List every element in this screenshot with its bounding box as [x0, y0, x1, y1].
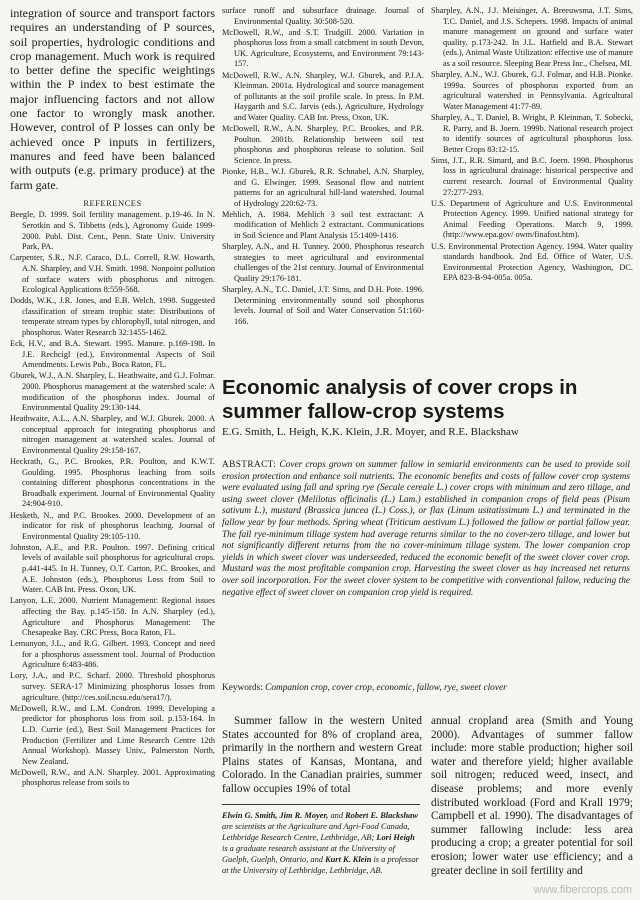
reference-entry: Sharpley, A.N., W.J. Gburek, G.J. Folmar, and H.B. Pionke. 1999a. Sources of phosphorus exported from an agricultural watershed in Pennsylvania. Agricultural Water Management 41:77-89.	[431, 70, 633, 111]
author-list: E.G. Smith, L. Heigh, K.K. Klein, J.R. Moyer, and R.E. Blackshaw	[222, 426, 519, 438]
footnote-names-3: Lori Heigh	[376, 833, 415, 842]
reference-entry: McDowell, R.W., and A.N. Sharpley. 2001. Approximating phosphorus release from soils to	[10, 767, 215, 788]
intro-paragraph: integration of source and transport factors requires an understanding of P sources, soil properties, hydrologic conditions and crop management. Much work is required to better define the specific weightings within the P index to best estimate the major influencing factors and not allow one factor to wrongly mask another. However, control of P losses can only be achieved once P inputs in fertilizers, manures and feed have been balanced with outputs (e.g. primary produce) at the farm gate.	[10, 6, 215, 192]
reference-entry: Sharpley, A., T. Daniel, B. Wright, P. Kleinman, T. Sobecki, R. Parry, and B. Joern. 1999b. National research project to identify sources of agricultural phosphorus loss. Better Crops 83:12-15.	[431, 112, 633, 154]
reference-entry: Lanyon, L.E. 2000. Nutrient Management: Regional issues affecting the Bay. p.145-158. In A.N. Sharpley (ed.), Agriculture and Phosphorus Management: The Chesapeake Bay. CRC Press, Boca Raton, FL.	[10, 596, 215, 638]
reference-entry: U.S. Department of Agriculture and U.S. Environmental Protection Agency. 1999. Unified national strategy for Animal Feeding Operations. March 9, 1999. (http://www.epa.gov/ owm/finafost.htm).	[431, 198, 633, 240]
body-text-left: Summer fallow in the western United States accounted for 8% of cropland area, primarily in the northern and western Great Plains states of Kansas, Montana, and Colorado. In the Canadian prairies, summer fallow occupies 19% of total	[222, 715, 422, 795]
footnote-names-1: Elwin G. Smith, Jim R. Moyer,	[222, 811, 329, 820]
abstract-text: Cover crops grown on summer fallow in semiarid environments can be used to provide soil erosion protection and enhance soil nutrients. The economic benefits and costs of fallow cover crop systems were evaluated using fall and spring rye (Secale cereale L.) cover crops with minimum and zero tillage, and using sweet clover (Melilotus officinalis (L.) Lam.) established in companion crops of field peas (Pisum sativum L.), mustard (Brassica juncea (L.) Coss.), or flax (Linum usitatissimum L.) and terminated in the fallow year by four methods. Spring wheat (Triticum aestivum L.) followed the fallow or partial fallow year. The fall rye-minimum tillage system had average returns similar to the no cover-zero tillage, and lower but not significantly different returns from the no cover-minimum tillage system. The lower companion crop yields in which sweet clover was underseeded, reduced the economic benefit of the sweet clover cover crop. Mustard was the most profitable companion crop. Harvesting the sweet clover as hay increased net returns over soil incorporation. For the sweet clover system to be competitive with conventional fallow, reducing the negative effect of sweet clover on companion crop yield is required.	[222, 460, 630, 598]
reference-entry: Mehlich, A. 1984. Mehlich 3 soil test extractant: A modification of Mehlich 2 extractant. Communications in Soil Science and Plant Analysis 15:1409-1416.	[222, 209, 424, 240]
reference-entry: Beegle, D. 1999. Soil fertility management. p.19-46. In N. Serotkin and S. Tibbetts (eds.), Agronomy Guide 1999-2000. Publ. Dist. Cent., Penn. State Univ. University Park, PA.	[10, 210, 215, 252]
reference-entry: Pionke, H.B., W.J. Gburek, R.R. Schnabel, A.N. Sharpley, and G. Elwinger. 1999. Seasonal flow and nutrient patterns for an agricultural hill-land watershed. Journal of Hydrology 220:62-73.	[222, 166, 424, 208]
reference-entry: U.S. Environmental Protection Agency. 1994. Water quality standards handbook. 2nd Ed. Office of Water, U.S. Environmental Protection Agency, Washington, DC. EPA 823-B-94-005a. 005a.	[431, 241, 633, 283]
abstract	[222, 460, 630, 599]
reference-entry: Lemunyon, J.L., and R.G. Gilbert. 1993. Concept and need for a phosphorus assessment tool. Journal of Production Agriculture 6:483-486.	[10, 639, 215, 670]
reference-entry: surface runoff and subsurface drainage. Journal of Environmental Quality. 30:508-520.	[222, 6, 424, 26]
title-line-1: Economic analysis of cover crops in	[222, 376, 578, 399]
reference-entry: McDowell, R.W., and S.T. Trudgill. 2000. Variation in phosphorus loss from a small catchment in south Devon, UK. Agriculture, Ecosystems, and Environment 79:143-157.	[222, 27, 424, 69]
abstract-label: ABSTRACT:	[222, 460, 277, 470]
keywords	[222, 683, 630, 693]
footnote-and: and	[328, 811, 346, 820]
reference-entry: Hesketh, N., and P.C. Brookes. 2000. Development of an indicator for risk of phosphorus leaching. Journal of Environmental Quality 29:105-110.	[10, 510, 215, 541]
footnote-text-2: is a graduate research assistant at the University of Guelph, Guelph, Ontario, and	[222, 844, 395, 864]
footnote-names-4: Kurt K. Klein	[325, 855, 372, 864]
references-heading: REFERENCES	[83, 197, 142, 208]
reference-entry: Eck, H.V., and B.A. Stewart. 1995. Manure. p.169-198. In J.E. Rechcigl (ed.), Environmental Aspects of Soil Amendments. Lewis Pub., Boca Raton, FL.	[10, 339, 215, 370]
body-text-right: annual cropland area (Smith and Young 2000). Advantages of summer fallow include: more stable production; higher soil water and therefore yield; higher available soil nitrogen; reduced weed, insect, and disease problems; and more evenly distributed workload (Ford and Krall 1979; Campbell et al. 1990). The disadvantages of summer fallowing include: less area producing a crop; a greater potential for soil erosion; lower water use efficiency; and a greater decline in soil fertility and	[431, 715, 633, 877]
reference-entry: Lory, J.A., and P.C. Scharf. 2000. Threshold phosphorus survey. SERA-17 Minimizing phosphorus losses from agriculture. (http://ces.soil.ncsu.edu/sera17/).	[10, 671, 215, 702]
reference-entry: Sharpley, A.N., T.C. Daniel, J.T. Sims, and D.H. Pote. 1996. Determining environmentally sound soil phosphorus levels. Journal of Soil and Water Conservation 51:160-166.	[222, 284, 424, 326]
reference-entry: Johnston, A.E., and P.R. Poulton. 1997. Defining critical levels of available soil phosphorus for agricultural crops. p.441-445. In H. Tunney, O.T. Carton, P.C. Brookes, and A.E. Johnston (eds.), Phosphorus Loss from Soil to Water. CAB Int. Press. Oxon, UK.	[10, 542, 215, 595]
middle-column	[222, 6, 424, 328]
footnote-text-3: is a professor at the University of Lethbridge, Lethbridge, AB.	[222, 855, 419, 875]
footnote-text-1: are scientists at the Agriculture and Agri-Food Canada, Lethbridge Research Centre, Lethbridge, AB;	[222, 822, 410, 842]
references-list-left	[10, 210, 215, 789]
right-column	[431, 6, 633, 284]
reference-entry: Gburek, W.J., A.N. Sharpley, L. Heathwaite, and G.J. Folmar. 2000. Phosphorus management at the watershed scale: A modification of the phosphorus index. Journal of Environmental Quality 29:130-144.	[10, 371, 215, 413]
author-footnote	[222, 804, 420, 876]
watermark: www.fibercrops.com	[533, 884, 632, 896]
reference-entry: McDowell, R.W., and L.M. Condron. 1999. Developing a predictor for phosphorus loss from soil. p.153-164. In L.D. Currie (ed.), Best Soil Management Practices for Production (Fertilizer and Lime Research Centre 12th Annual Workshop). Massey Univ., Palmerston North, New Zealand.	[10, 703, 215, 766]
keywords-label: Keywords:	[222, 683, 263, 693]
reference-entry: Dodds, W.K., J.R. Jones, and E.B. Welch. 1998. Suggested classification of stream trophic state: Distributions of temperate stream types by chlorophyll, total nitrogen, and phosphorus. Water Research 32:1455-1462.	[10, 296, 215, 337]
reference-entry: Sims, J.T., R.R. Simard, and B.C. Joern. 1998. Phosphorus loss in agricultural drainage: historical perspective and current research. Journal of Environmental Quality 27:277-293.	[431, 155, 633, 197]
article-title	[222, 376, 634, 424]
reference-entry: Sharpley, A.N., and H. Tunney. 2000. Phosphorus research strategies to meet agricultural and environmental challenges of the 21st century. Journal of Environmental Quality 29:176-181.	[222, 242, 424, 283]
references-list-right	[431, 6, 633, 284]
reference-entry: McDowell, R.W., A.N. Sharpley, W.J. Gburek, and P.J.A. Kleinman. 2001a. Hydrological and source management of pollutants at the soil profile scale. In press. In P.M. Haygarth and S.C. Jarvis (eds.), Agriculture, Hydrology and Water Quality. CAB Int. Press, Oxon, UK.	[222, 70, 424, 122]
reference-entry: McDowell, R.W., A.N. Sharpley, P.C. Brookes, and P.R. Poulton. 2001b. Relationship between soil test phosphorus and phosphorus release to solution. Soil Science. In press.	[222, 124, 424, 165]
reference-entry: Heckrath, G., P.C. Brookes, P.R. Poulton, and K.W.T. Goulding. 1995. Phosphorus leaching from soils containing different phosphorus concentrations in the Broadbalk experiment. Journal of Environmental Quality 24:904-910.	[10, 457, 215, 509]
reference-entry: Carpenter, S.R., N.F. Caraco, D.L. Correll, R.W. Howarth, A.N. Sharpley, and V.H. Smith. 1998. Nonpoint pollution of surface waters with phosphorus and nitrogen. Ecological Applications 8:559-568.	[10, 253, 215, 295]
keywords-text: Companion crop, cover crop, economic, fallow, rye, sweet clover	[265, 683, 507, 693]
reference-entry: Sharpley, A.N., J.J. Meisinger, A. Breeuwsma, J.T. Sims, T.C. Daniel, and J.S. Schepers. 1998. Impacts of animal manure management on ground and surface water quality. p.173-242. In J.L. Hatfield and B.A. Stewart (eds.), Animal Waste Utilization: effective use of manure as a soil resource. Sleeping Bear Press Inc., Chelsea, MI.	[431, 6, 633, 68]
references-list-middle	[222, 6, 424, 327]
footnote-names-2: Robert E. Blackshaw	[345, 811, 418, 820]
reference-entry: Heathwaite, A.L., A.N. Sharpley, and W.J. Gburek. 2000. A conceptual approach for integrating phosphorus and nitrogen management at watershed scales. Journal of Environmental Quality 29:158-167.	[10, 414, 215, 456]
left-column	[10, 6, 215, 790]
title-line-2: summer fallow-crop systems	[222, 400, 505, 423]
